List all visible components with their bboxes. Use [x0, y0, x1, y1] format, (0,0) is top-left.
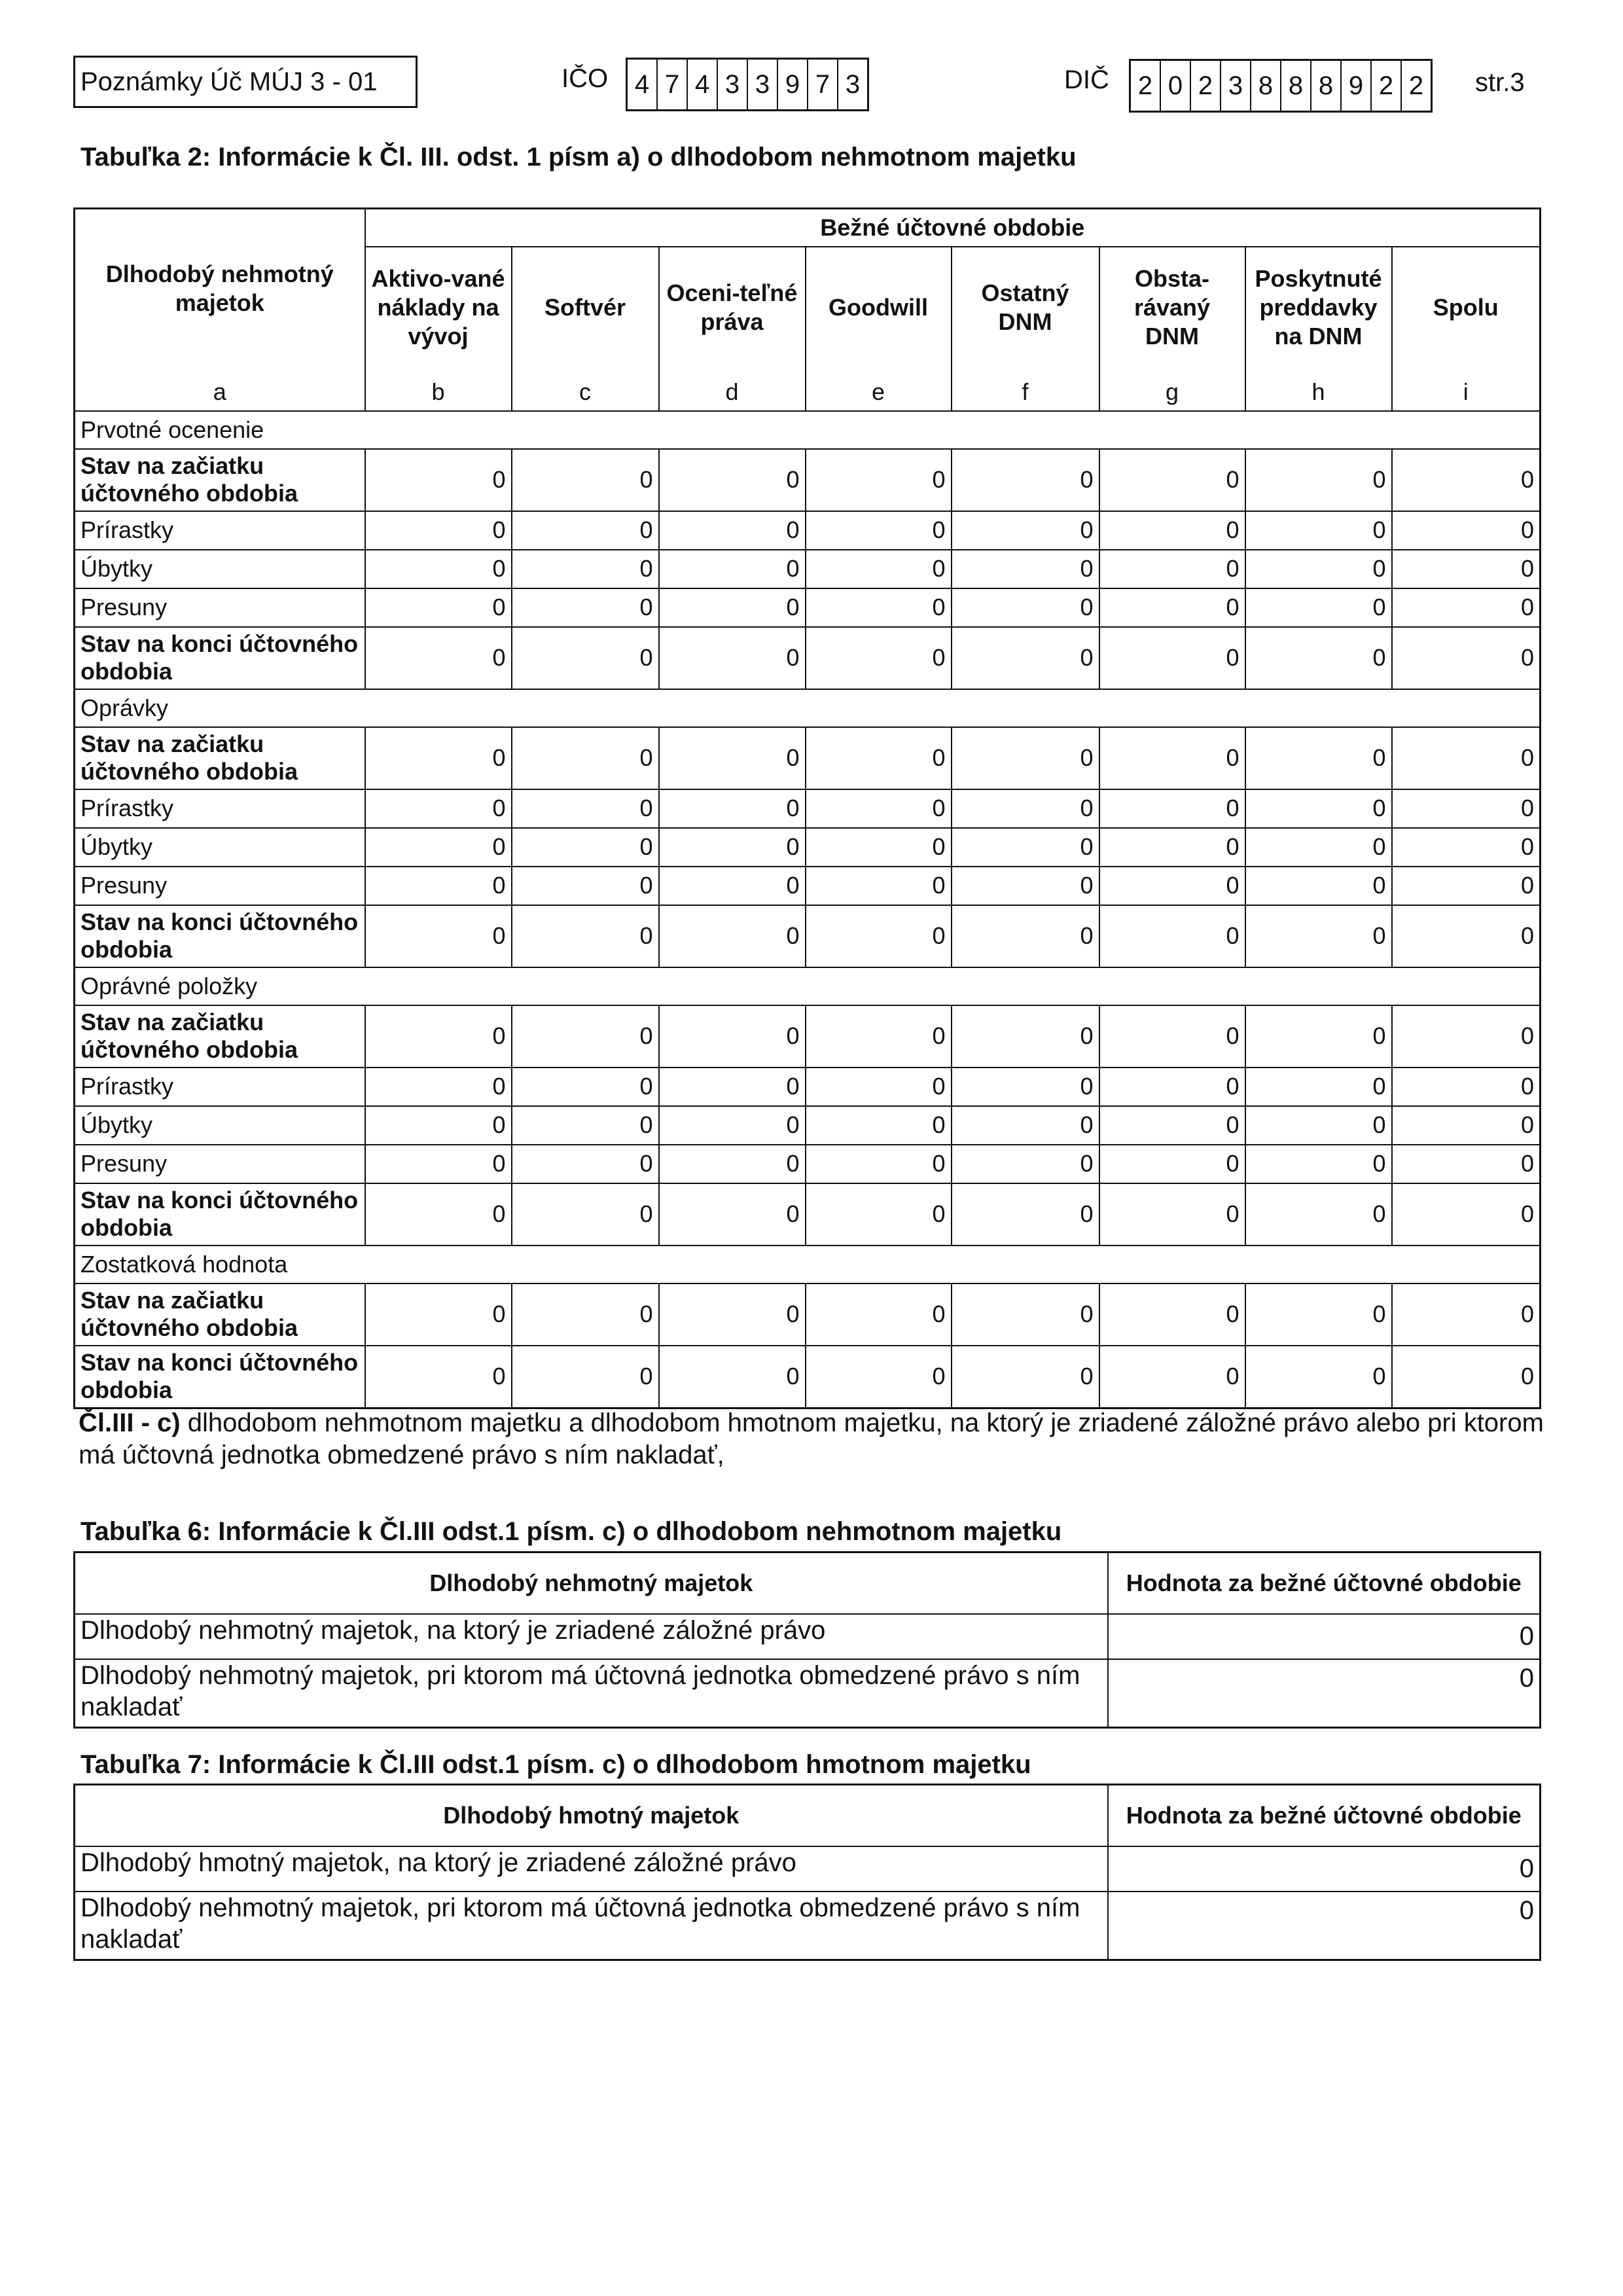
cell-value: 0 [1392, 1145, 1541, 1183]
cell-value: 0 [806, 588, 952, 627]
cell-value: 0 [1099, 1005, 1245, 1067]
cell-value: 0 [806, 727, 952, 789]
table6-title: Tabuľka 6: Informácie k Čl.III odst.1 písm. c) o dlhodobom nehmotnom majetku [80, 1517, 1062, 1546]
cell-value: 0 [952, 828, 1099, 867]
table-row [75, 449, 1541, 511]
cell-value: 0 [659, 867, 806, 905]
table7-row-label: Dlhodobý hmotný majetok, na ktorý je zriadené záložné právo [75, 1846, 1108, 1892]
cell-value: 0 [806, 627, 952, 689]
cell-value: 0 [512, 1067, 659, 1106]
row-label: Stav na začiatku účtovného obdobia [75, 1005, 365, 1067]
column-header: Oceni-teľné práva [659, 247, 806, 368]
cell-value: 0 [1245, 867, 1392, 905]
cell-value: 0 [1099, 627, 1245, 689]
cell-value: 0 [1392, 1067, 1541, 1106]
cell-value: 0 [659, 550, 806, 588]
cell-value: 0 [806, 1346, 952, 1408]
cell-value: 0 [952, 1005, 1099, 1067]
row-label: Stav na konci účtovného obdobia [75, 1183, 365, 1246]
cell-value: 0 [1392, 828, 1541, 867]
cell-value: 0 [512, 727, 659, 789]
table-row [75, 789, 1541, 828]
cell-value: 0 [659, 789, 806, 828]
cell-value: 0 [1099, 588, 1245, 627]
cell-value: 0 [806, 1283, 952, 1346]
section-label: Oprávné položky [75, 967, 1541, 1005]
row-label: Presuny [75, 1145, 365, 1183]
first-col-header: Dlhodobý nehmotný majetok [75, 209, 365, 368]
cell-value: 0 [512, 550, 659, 588]
cell-value: 0 [1392, 1283, 1541, 1346]
cell-value: 0 [512, 1283, 659, 1346]
cell-value: 0 [659, 727, 806, 789]
ico-digit: 4 [628, 60, 658, 109]
cell-value: 0 [365, 1346, 512, 1408]
cell-value: 0 [952, 905, 1099, 967]
cell-value: 0 [512, 789, 659, 828]
cell-value: 0 [365, 1283, 512, 1346]
table-row [75, 1283, 1541, 1346]
cell-value: 0 [1099, 1067, 1245, 1106]
table6-col2-header: Hodnota za bežné účtovné obdobie [1108, 1552, 1541, 1614]
cell-value: 0 [952, 1283, 1099, 1346]
cell-value: 0 [365, 1067, 512, 1106]
cell-value: 0 [952, 588, 1099, 627]
cell-value: 0 [806, 867, 952, 905]
row-label: Prírastky [75, 511, 365, 550]
dic-digit: 9 [1342, 61, 1372, 111]
cell-value: 0 [1245, 828, 1392, 867]
dic-digit: 2 [1408, 71, 1424, 100]
cell-value: 0 [952, 1346, 1099, 1408]
table-row [75, 727, 1541, 789]
dic-digit: 8 [1281, 61, 1311, 111]
section-label: Zostatková hodnota [75, 1246, 1541, 1283]
cell-value: 0 [806, 550, 952, 588]
ico-digit: 3 [845, 70, 861, 99]
cell-value: 0 [1099, 1145, 1245, 1183]
cell-value: 0 [1245, 1346, 1392, 1408]
cell-value: 0 [1392, 588, 1541, 627]
cell-value: 0 [659, 449, 806, 511]
cell-value: 0 [1245, 727, 1392, 789]
cell-value: 0 [806, 1183, 952, 1246]
dic-digits [1129, 59, 1433, 113]
row-label: Úbytky [75, 1106, 365, 1145]
column-header: Spolu [1392, 247, 1541, 368]
cell-value: 0 [1245, 905, 1392, 967]
cell-value: 0 [512, 1145, 659, 1183]
cell-value: 0 [1392, 511, 1541, 550]
cell-value: 0 [512, 588, 659, 627]
cell-value: 0 [1099, 1183, 1245, 1246]
cell-value: 0 [512, 1106, 659, 1145]
cell-value: 0 [365, 828, 512, 867]
cell-value: 0 [1245, 588, 1392, 627]
cell-value: 0 [1099, 727, 1245, 789]
cell-value: 0 [365, 550, 512, 588]
cell-value: 0 [1392, 627, 1541, 689]
table7 [73, 1784, 1541, 1961]
table-row [75, 1145, 1541, 1183]
column-letter: e [806, 368, 952, 411]
table7-title: Tabuľka 7: Informácie k Čl.III odst.1 písm. c) o dlhodobom hmotnom majetku [80, 1750, 1031, 1779]
cell-value: 0 [659, 1346, 806, 1408]
table-row [75, 511, 1541, 550]
cell-value: 0 [952, 511, 1099, 550]
form-label: Poznámky Úč MÚJ 3 - 01 [73, 56, 418, 108]
cell-value: 0 [512, 511, 659, 550]
cell-value: 0 [1099, 511, 1245, 550]
cell-value: 0 [806, 828, 952, 867]
row-label: Presuny [75, 867, 365, 905]
cell-value: 0 [659, 1283, 806, 1346]
cell-value: 0 [1245, 1283, 1392, 1346]
row-label: Úbytky [75, 550, 365, 588]
dic-digit: 2 [1131, 61, 1161, 111]
table7-row-value: 0 [1108, 1892, 1541, 1960]
cell-value: 0 [659, 1005, 806, 1067]
dic-digit: 3 [1221, 61, 1251, 111]
cell-value: 0 [512, 1005, 659, 1067]
cell-value: 0 [952, 1067, 1099, 1106]
ico-digit: 7 [808, 60, 838, 109]
column-header: Obsta-rávaný DNM [1099, 247, 1245, 368]
ico-digit: 7 [658, 60, 688, 109]
cell-value: 0 [1099, 789, 1245, 828]
dic-label: DIČ [1064, 65, 1109, 94]
section-row [75, 1246, 1541, 1283]
cell-value: 0 [659, 1106, 806, 1145]
ico-digit: 9 [778, 60, 808, 109]
cell-value: 0 [365, 789, 512, 828]
cell-value: 0 [1245, 627, 1392, 689]
cell-value: 0 [1392, 727, 1541, 789]
table7-col2-header: Hodnota za bežné účtovné obdobie [1108, 1785, 1541, 1846]
dic-digit: 2 [1372, 61, 1402, 111]
page-number: str.3 [1475, 68, 1525, 97]
column-letter: c [512, 368, 659, 411]
table-row [75, 905, 1541, 967]
cell-value: 0 [1392, 550, 1541, 588]
cell-value: 0 [365, 449, 512, 511]
dic-digit: 0 [1161, 61, 1191, 111]
row-label: Stav na začiatku účtovného obdobia [75, 727, 365, 789]
cell-value: 0 [806, 511, 952, 550]
cell-value: 0 [806, 1145, 952, 1183]
cell-value: 0 [1099, 828, 1245, 867]
cell-value: 0 [1245, 1067, 1392, 1106]
cell-value: 0 [952, 627, 1099, 689]
table6-row-label: Dlhodobý nehmotný majetok, pri ktorom má účtovná jednotka obmedzené právo s ním nakladať [75, 1659, 1108, 1728]
row-label: Stav na konci účtovného obdobia [75, 1346, 365, 1408]
section-row [75, 967, 1541, 1005]
ico-label: IČO [562, 64, 609, 93]
section-row [75, 411, 1541, 449]
cell-value: 0 [659, 1183, 806, 1246]
column-letter: g [1099, 368, 1245, 411]
table6-row-value: 0 [1108, 1614, 1541, 1659]
note-paragraph [79, 1407, 1544, 1471]
table6-row-label: Dlhodobý nehmotný majetok, na ktorý je zriadené záložné právo [75, 1614, 1108, 1659]
cell-value: 0 [659, 1067, 806, 1106]
cell-value: 0 [952, 449, 1099, 511]
cell-value: 0 [365, 727, 512, 789]
table6-row-value: 0 [1108, 1659, 1541, 1728]
dic-digit: 8 [1311, 61, 1342, 111]
group-header: Bežné účtovné obdobie [365, 209, 1541, 247]
table-row [75, 1346, 1541, 1408]
cell-value: 0 [512, 905, 659, 967]
table7-row-label: Dlhodobý nehmotný majetok, pri ktorom má účtovná jednotka obmedzené právo s ním nakladať [75, 1892, 1108, 1960]
ico-digit: 4 [688, 60, 718, 109]
cell-value: 0 [512, 867, 659, 905]
cell-value: 0 [806, 905, 952, 967]
column-header: Goodwill [806, 247, 952, 368]
column-letter: i [1392, 368, 1541, 411]
cell-value: 0 [659, 905, 806, 967]
dic-digit: 2 [1191, 61, 1221, 111]
cell-value: 0 [806, 1005, 952, 1067]
column-header: Aktivo-vané náklady na vývoj [365, 247, 512, 368]
cell-value: 0 [1245, 789, 1392, 828]
cell-value: 0 [1392, 867, 1541, 905]
table2 [73, 207, 1541, 1409]
dic-digit: 8 [1251, 61, 1281, 111]
row-label: Úbytky [75, 828, 365, 867]
column-letter: b [365, 368, 512, 411]
section-label: Prvotné ocenenie [75, 411, 1541, 449]
section-row [75, 689, 1541, 727]
cell-value: 0 [659, 1145, 806, 1183]
cell-value: 0 [952, 727, 1099, 789]
ico-digits [626, 58, 869, 111]
cell-value: 0 [1099, 867, 1245, 905]
cell-value: 0 [806, 1067, 952, 1106]
cell-value: 0 [952, 550, 1099, 588]
cell-value: 0 [659, 627, 806, 689]
row-label: Stav na začiatku účtovného obdobia [75, 449, 365, 511]
table7-row-value: 0 [1108, 1846, 1541, 1892]
cell-value: 0 [512, 1183, 659, 1246]
table6 [73, 1551, 1541, 1729]
cell-value: 0 [952, 1183, 1099, 1246]
cell-value: 0 [512, 1346, 659, 1408]
cell-value: 0 [1099, 1346, 1245, 1408]
cell-value: 0 [659, 588, 806, 627]
table-row [75, 1067, 1541, 1106]
cell-value: 0 [659, 511, 806, 550]
table7-col1-header: Dlhodobý hmotný majetok [75, 1785, 1108, 1846]
cell-value: 0 [1392, 1106, 1541, 1145]
cell-value: 0 [365, 588, 512, 627]
table-row [75, 867, 1541, 905]
cell-value: 0 [1392, 1183, 1541, 1246]
table-row [75, 588, 1541, 627]
column-header: Poskytnuté preddavky na DNM [1245, 247, 1392, 368]
table6-col1-header: Dlhodobý nehmotný majetok [75, 1552, 1108, 1614]
cell-value: 0 [806, 789, 952, 828]
table-row [75, 1005, 1541, 1067]
row-label: Stav na konci účtovného obdobia [75, 627, 365, 689]
cell-value: 0 [1245, 1106, 1392, 1145]
column-header: Softvér [512, 247, 659, 368]
cell-value: 0 [1099, 550, 1245, 588]
cell-value: 0 [1245, 449, 1392, 511]
cell-value: 0 [1099, 449, 1245, 511]
cell-value: 0 [806, 449, 952, 511]
cell-value: 0 [1392, 1005, 1541, 1067]
table-row [75, 627, 1541, 689]
ico-digit: 3 [718, 60, 748, 109]
cell-value: 0 [952, 789, 1099, 828]
cell-value: 0 [952, 1145, 1099, 1183]
cell-value: 0 [1245, 1145, 1392, 1183]
cell-value: 0 [1245, 1005, 1392, 1067]
column-letter: h [1245, 368, 1392, 411]
section-label: Oprávky [75, 689, 1541, 727]
cell-value: 0 [1245, 511, 1392, 550]
cell-value: 0 [659, 828, 806, 867]
cell-value: 0 [806, 1106, 952, 1145]
cell-value: 0 [365, 1145, 512, 1183]
row-label: Presuny [75, 588, 365, 627]
column-letter: a [75, 368, 365, 411]
cell-value: 0 [1245, 550, 1392, 588]
column-header: Ostatný DNM [952, 247, 1099, 368]
table-row [75, 550, 1541, 588]
cell-value: 0 [1245, 1183, 1392, 1246]
cell-value: 0 [365, 1005, 512, 1067]
cell-value: 0 [365, 627, 512, 689]
cell-value: 0 [365, 867, 512, 905]
row-label: Prírastky [75, 789, 365, 828]
table2-title: Tabuľka 2: Informácie k Čl. III. odst. 1 písm a) o dlhodobom nehmotnom majetku [80, 143, 1077, 171]
cell-value: 0 [1392, 905, 1541, 967]
row-label: Stav na konci účtovného obdobia [75, 905, 365, 967]
row-label: Prírastky [75, 1067, 365, 1106]
table-row [75, 1106, 1541, 1145]
table-row [75, 1183, 1541, 1246]
cell-value: 0 [952, 867, 1099, 905]
cell-value: 0 [365, 905, 512, 967]
cell-value: 0 [365, 1183, 512, 1246]
note-text: dlhodobom nehmotnom majetku a dlhodobom hmotnom majetku, na ktorý je zriadené záložné právo alebo pri ktorom má účtovná jednotka obmedzené právo s ním nakladať, [79, 1408, 1544, 1469]
cell-value: 0 [512, 828, 659, 867]
column-letter: d [659, 368, 806, 411]
cell-value: 0 [512, 627, 659, 689]
cell-value: 0 [1099, 905, 1245, 967]
cell-value: 0 [512, 449, 659, 511]
row-label: Stav na začiatku účtovného obdobia [75, 1283, 365, 1346]
column-letter: f [952, 368, 1099, 411]
cell-value: 0 [1099, 1283, 1245, 1346]
cell-value: 0 [1099, 1106, 1245, 1145]
note-prefix: Čl.III - c) [79, 1408, 181, 1437]
cell-value: 0 [1392, 449, 1541, 511]
ico-digit: 3 [748, 60, 778, 109]
cell-value: 0 [1392, 1346, 1541, 1408]
cell-value: 0 [1392, 789, 1541, 828]
cell-value: 0 [952, 1106, 1099, 1145]
cell-value: 0 [365, 511, 512, 550]
cell-value: 0 [365, 1106, 512, 1145]
table-row [75, 828, 1541, 867]
